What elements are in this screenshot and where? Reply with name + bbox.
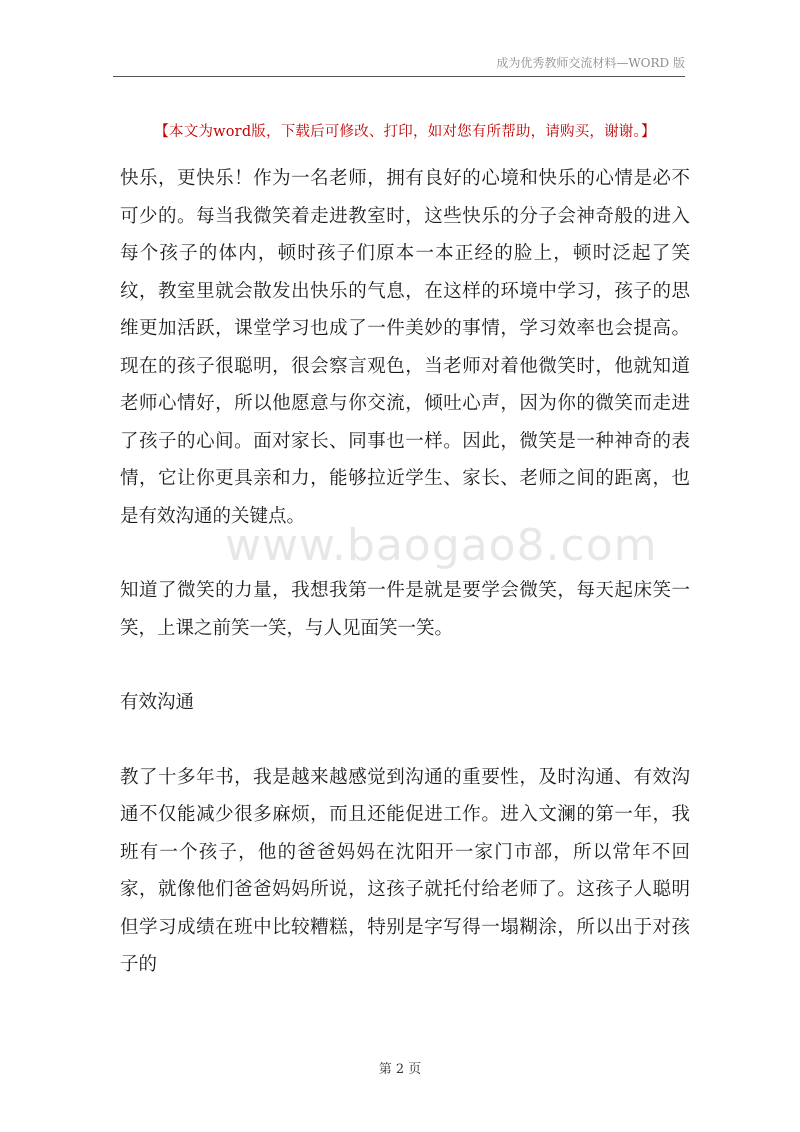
paragraph-learn-smile: 知道了微笑的力量，我想我第一件是就是要学会微笑，每天起床笑一笑，上课之前笑一笑，与人见面笑一笑。 [120,580,690,639]
page-number: 第 2 页 [378,1062,422,1077]
section-heading: 有效沟通 [120,692,195,713]
document-body [120,160,690,984]
paragraph-spacer [120,647,690,684]
header-divider [113,76,685,77]
page-header: 成为优秀教师交流材料—WORD 版 [496,56,685,70]
paragraph-spacer [120,722,690,759]
watermark: www.baogao8.com [225,520,658,571]
paragraph-communication: 教了十多年书，我是越来越感觉到沟通的重要性，及时沟通、有效沟通不仅能减少很多麻烦，而且还能促进工作。进入文澜的第一年，我班有一个孩子，他的爸爸妈妈在沈阳开一家门市部，所以常年不回家，就像他们爸爸妈妈所说，这孩子就托付给老师了。这孩子人聪明但学习成绩在班中比较糟糕，特别是字写得一塌糊涂，所以出于对孩子的 [120,766,690,975]
paragraph-smile: 快乐，更快乐！作为一名老师，拥有良好的心境和快乐的心情是必不可少的。每当我微笑着走进教室时，这些快乐的分子会神奇般的进入每个孩子的体内，顿时孩子们原本一本正经的脸上，顿时泛起了笑纹，教室里就会散发出快乐的气息，在这样的环境中学习，孩子的思维更加活跃，课堂学习也成了一件美妙的事情，学习效率也会提高。现在的孩子很聪明，很会察言观色，当老师对着他微笑时，他就知道老师心情好，所以他愿意与你交流，倾吐心声，因为你的微笑而走进了孩子的心间。面对家长、同事也一样。因此，微笑是一种神奇的表情，它让你更具亲和力，能够拉近学生、家长、老师之间的距离，也是有效沟通的关键点。 [120,168,690,527]
purchase-notice: 【本文为word版，下载后可修改、打印，如对您有所帮助，请购买，谢谢。】 [154,124,656,140]
